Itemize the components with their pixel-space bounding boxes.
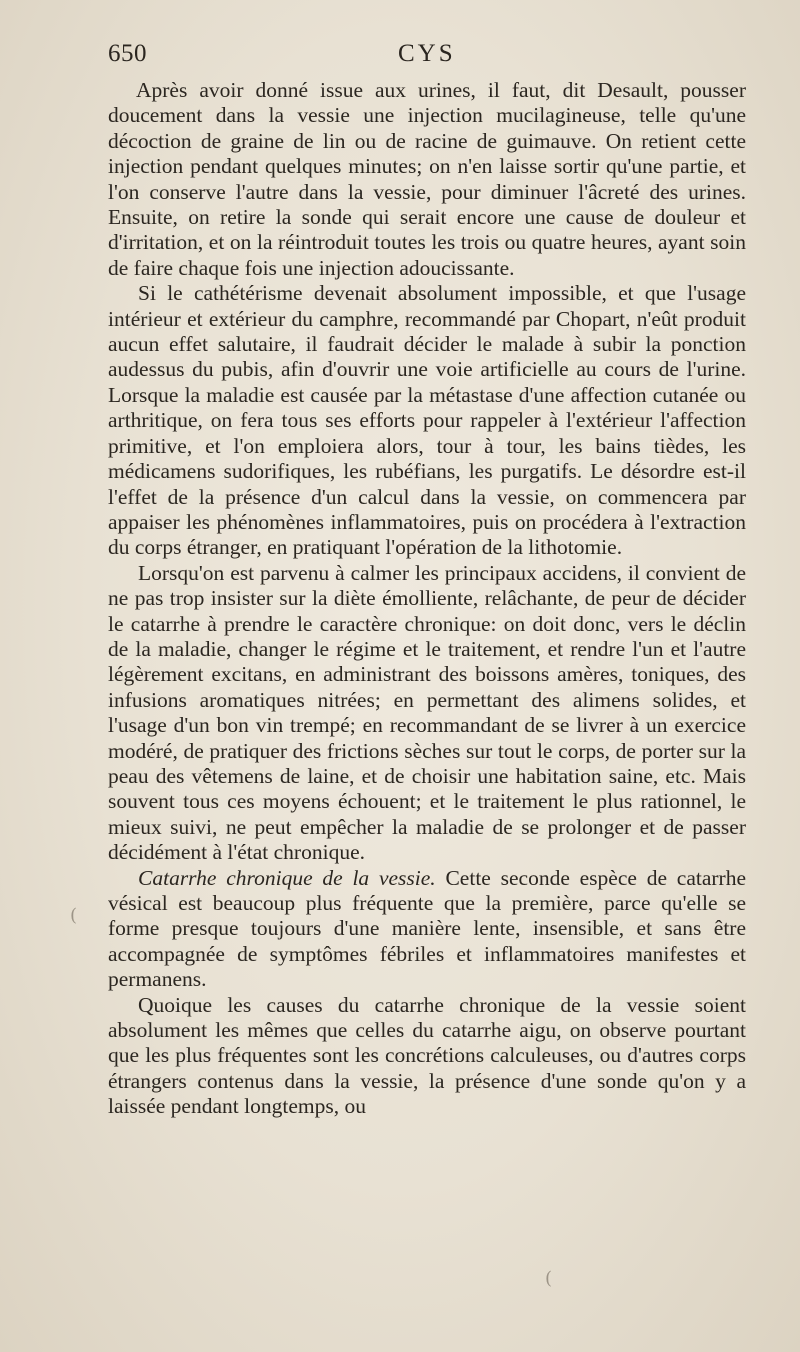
paper-speck: ( (545, 1268, 553, 1289)
paragraph (108, 561, 746, 866)
page-header (108, 40, 748, 74)
paragraph (108, 993, 746, 1120)
section-heading: Catarrhe chronique de la vessie. (138, 865, 436, 890)
paragraph-text: Quoique les causes du catarrhe chronique de la vessie soient absolument les mêmes que celles du catarrhe aigu, on observe pourtant que les plus fréquentes sont les concrétions calculeuses, ou d'autres corps étrangers contenus dans la vessie, la présence d'une sonde qu'on y a laissée pendant longtemps, ou (108, 992, 746, 1119)
paper-speck: ( (70, 905, 78, 926)
paragraph (108, 866, 746, 993)
paragraph-text: Après avoir donné issue aux urines, il faut, dit Desault, pousser doucement dans la vessie une injection mucilagineuse, telle qu'une décoction de graine de lin ou de racine de guimauve. On retient cette injection pendant quelques minutes; on n'en laisse sortir qu'une partie, et l'on conserve l'autre dans la vessie, pour diminuer l'âcreté des urines. Ensuite, on retire la sonde qui serait encore une cause de douleur et d'irritation, et on la réintroduit toutes les trois ou quatre heures, ayant soin de faire chaque fois une injection adoucissante. (108, 78, 746, 280)
paragraph-text: Si le cathétérisme devenait absolument impossible, et que l'usage intérieur et extérieur du camphre, recommandé par Chopart, n'eût produit aucun effet salutaire, il faudrait décider le malade à subir la ponction audessus du pubis, afin d'ouvrir une voie artificielle au cours de l'urine. Lorsque la maladie est causée par la métastase d'une affection cutanée ou arthritique, on fera tous ses efforts pour rappeler à l'extérieur l'affection primitive, et l'on emploiera alors, tour à tour, les bains tièdes, les médicamens sudorifiques, les rubéfians, les purgatifs. Le désordre est-il l'effet de la présence d'un calcul dans la vessie, on commencera par appaiser les phénomènes inflammatoires, puis on procédera à l'extraction du corps étranger, en pratiquant l'opération de la lithotomie. (108, 281, 746, 560)
paragraph-text: Lorsqu'on est parvenu à calmer les principaux accidens, il convient de ne pas trop insister sur la diète émolliente, relâchante, de peur de décider le catarrhe à prendre le caractère chronique: on doit donc, vers le déclin de la maladie, changer le régime et le traitement, et rendre l'un et l'autre légèrement excitans, en administrant des boissons amères, toniques, des infusions aromatiques nitrées; en permettant des alimens solides, et l'usage d'un bon vin trempé; en recommandant de se livrer à un exercice modéré, de pratiquer des frictions sèches sur tout le corps, de porter sur la peau des vêtemens de laine, et de choisir une habitation saine, etc. Mais souvent tous ces moyens échouent; et le traitement le plus rationnel, le mieux suivi, ne peut empêcher la maladie de se prolonger et de passer décidément à l'état chronique. (108, 560, 746, 865)
running-head: CYS (398, 40, 456, 67)
page-number: 650 (108, 40, 147, 67)
paragraph-text: Cette seconde espèce de catarrhe vésical est beaucoup plus fréquente que la première, parce qu'elle se forme presque toujours d'une manière lente, insensible, et sans être accompagnée de symptômes fébriles et inflammatoires manifestes et permanens. (108, 865, 746, 992)
paragraph (108, 78, 746, 281)
paragraph (108, 281, 746, 560)
body-text (108, 78, 746, 1120)
